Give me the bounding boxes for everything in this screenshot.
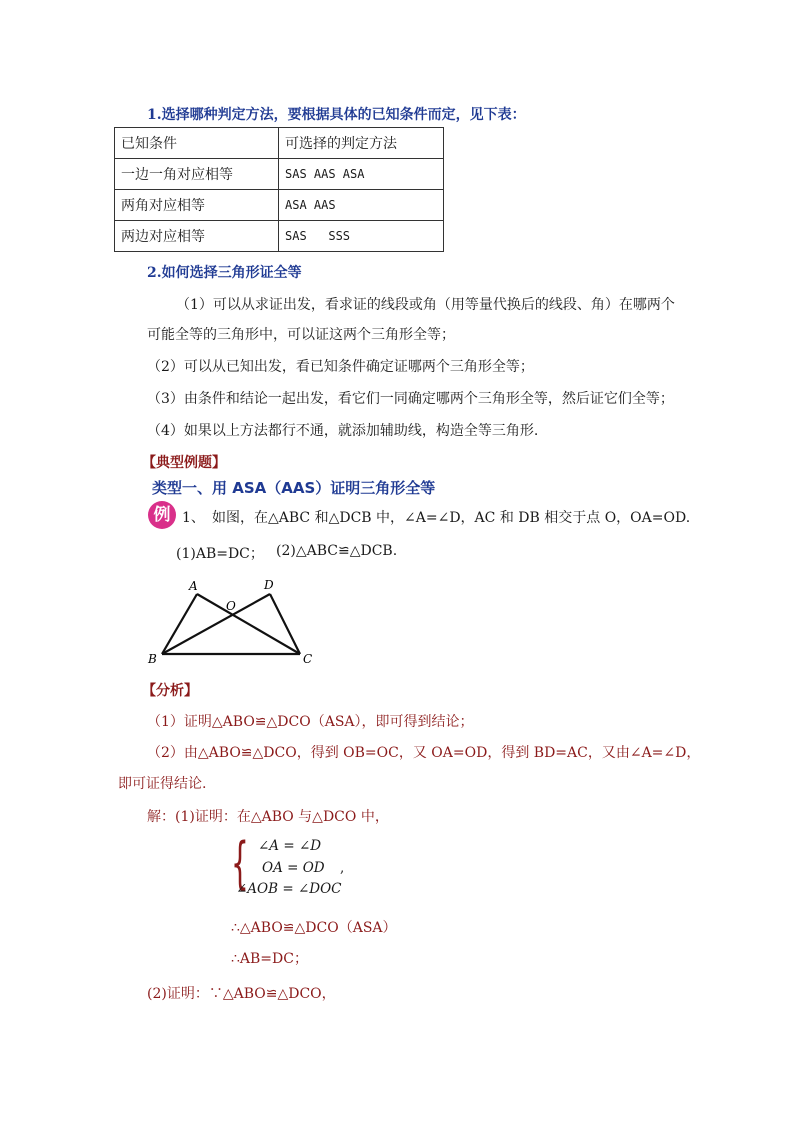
table-header: 已知条件 [115,128,279,159]
table-cell: SAS SSS [279,221,444,252]
figure-label-d: D [264,578,274,592]
analysis-line-3: 即可证得结论. [118,776,207,792]
table-cell: SAS AAS ASA [279,159,444,190]
type-title: 类型一、用 ASA（AAS）证明三角形全等 [152,479,436,497]
solution-line-3: ∴AB=DC； [231,951,308,967]
figure-label-c: C [303,652,313,666]
system-eq-2: OA = OD [262,860,325,876]
solution-line-4: (2)证明：∵△ABO≌△DCO， [147,986,336,1002]
example-statement: 如图，在△ABC 和△DCB 中，∠A=∠D，AC 和 DB 相交于点 O，OA=OD. [212,510,691,526]
heading-method-selection: 1.选择哪种判定方法，要根据具体的已知条件而定，见下表： [147,107,526,123]
example-badge: 例 [148,501,176,529]
method-3: （3）由条件和结论一起出发，看它们一同确定哪两个三角形全等，然后证它们全等； [147,391,674,407]
figure-label-a: A [189,579,198,593]
table-header: 可选择的判定方法 [279,128,444,159]
figure-label-o: O [226,599,236,613]
table-cell: 一边一角对应相等 [115,159,279,190]
analysis-label: 【分析】 [142,683,198,699]
table-row [115,221,444,252]
heading-how-to-choose: 2.如何选择三角形证全等 [147,265,302,281]
table-row [115,190,444,221]
method-1-line-b: 可能全等的三角形中，可以证这两个三角形全等； [147,327,455,343]
system-eq-3: ∠AOB = ∠DOC [236,881,342,897]
example-question-2: (2)△ABC≌△DCB. [276,543,398,559]
system-brace: { [231,831,249,896]
method-table [114,127,444,252]
method-4: （4）如果以上方法都行不通，就添加辅助线，构造全等三角形. [147,423,539,439]
table-cell: 两角对应相等 [115,190,279,221]
figure-label-b: B [148,652,157,666]
table-header-row [115,128,444,159]
table-cell: ASA AAS [279,190,444,221]
system-eq-1: ∠A = ∠D [258,838,322,854]
triangle-figure [145,575,320,667]
table-cell: 两边对应相等 [115,221,279,252]
system-comma: , [340,860,345,876]
section-label-typical-examples: 【典型例题】 [142,455,226,471]
analysis-line-1: （1）证明△ABO≌△DCO（ASA），即可得到结论； [147,714,474,730]
analysis-line-2: （2）由△ABO≌△DCO，得到 OB=OC，又 OA=OD，得到 BD=AC，又由∠A=∠D， [147,745,701,761]
example-question-1: (1)AB=DC； [176,546,264,562]
table-row [115,159,444,190]
solution-line-1: 解：(1)证明：在△ABO 与△DCO 中， [147,809,389,825]
method-1-line-a: （1）可以从求证出发，看求证的线段或角（用等量代换后的线段、角）在哪两个 [176,297,675,313]
solution-line-2: ∴△ABO≌△DCO（ASA） [231,920,397,936]
method-2: （2）可以从已知出发，看已知条件确定证哪两个三角形全等； [147,359,534,375]
example-number: 1、 [182,510,205,526]
